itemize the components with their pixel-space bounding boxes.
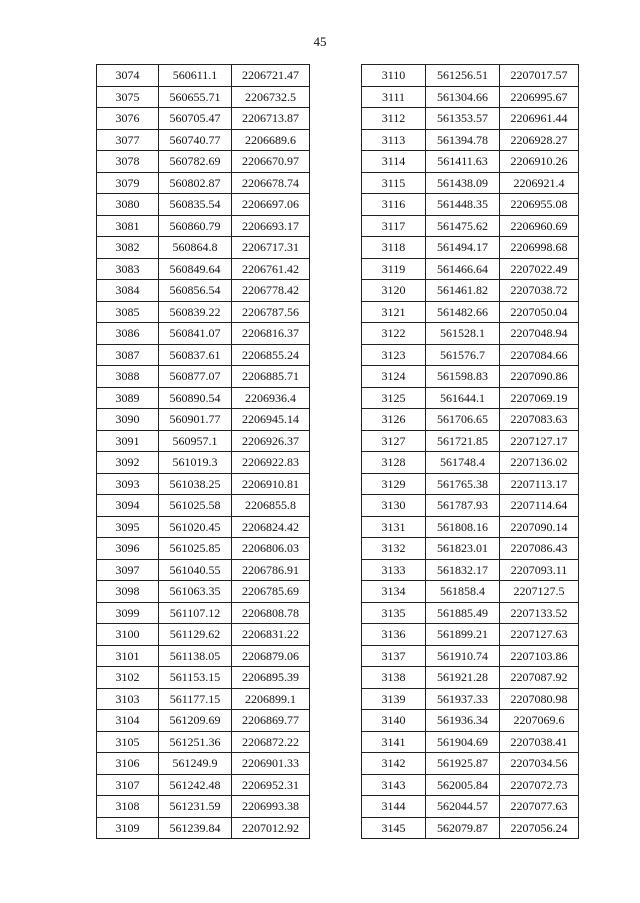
x-coordinate-cell: 561251.36: [159, 731, 232, 753]
point-number-cell: 3108: [97, 796, 159, 818]
point-number-cell: 3076: [97, 108, 159, 130]
table-row: [97, 387, 310, 409]
table-row: [97, 344, 310, 366]
table-row: [362, 473, 579, 495]
y-coordinate-cell: 2207090.14: [500, 516, 579, 538]
y-coordinate-cell: 2206998.68: [500, 237, 579, 259]
point-number-cell: 3091: [97, 430, 159, 452]
y-coordinate-cell: 2206778.42: [232, 280, 310, 302]
x-coordinate-cell: 560837.61: [159, 344, 232, 366]
point-number-cell: 3088: [97, 366, 159, 388]
x-coordinate-cell: 561494.17: [426, 237, 500, 259]
x-coordinate-cell: 561858.4: [426, 581, 500, 603]
y-coordinate-cell: 2206732.5: [232, 86, 310, 108]
x-coordinate-cell: 561239.84: [159, 817, 232, 839]
x-coordinate-cell: 560740.77: [159, 129, 232, 151]
y-coordinate-cell: 2207050.04: [500, 301, 579, 323]
y-coordinate-cell: 2207086.43: [500, 538, 579, 560]
coordinates-table-left: [96, 64, 310, 839]
table-row: [362, 452, 579, 474]
y-coordinate-cell: 2207017.57: [500, 65, 579, 87]
table-row: [97, 624, 310, 646]
table-row: [97, 602, 310, 624]
table-row: [362, 430, 579, 452]
x-coordinate-cell: 560611.1: [159, 65, 232, 87]
x-coordinate-cell: 561063.35: [159, 581, 232, 603]
point-number-cell: 3078: [97, 151, 159, 173]
point-number-cell: 3110: [362, 65, 426, 87]
table-row: [97, 151, 310, 173]
point-number-cell: 3102: [97, 667, 159, 689]
point-number-cell: 3097: [97, 559, 159, 581]
table-row: [97, 753, 310, 775]
table-row: [362, 237, 579, 259]
x-coordinate-cell: 561748.4: [426, 452, 500, 474]
point-number-cell: 3080: [97, 194, 159, 216]
x-coordinate-cell: 561107.12: [159, 602, 232, 624]
y-coordinate-cell: 2206816.37: [232, 323, 310, 345]
y-coordinate-cell: 2206993.38: [232, 796, 310, 818]
table-row: [362, 258, 579, 280]
y-coordinate-cell: 2206806.03: [232, 538, 310, 560]
point-number-cell: 3145: [362, 817, 426, 839]
point-number-cell: 3081: [97, 215, 159, 237]
point-number-cell: 3079: [97, 172, 159, 194]
point-number-cell: 3131: [362, 516, 426, 538]
y-coordinate-cell: 2206785.69: [232, 581, 310, 603]
y-coordinate-cell: 2207133.52: [500, 602, 579, 624]
point-number-cell: 3123: [362, 344, 426, 366]
point-number-cell: 3104: [97, 710, 159, 732]
table-row: [362, 366, 579, 388]
point-number-cell: 3113: [362, 129, 426, 151]
table-row: [97, 366, 310, 388]
table-row: [97, 237, 310, 259]
table-row: [362, 753, 579, 775]
y-coordinate-cell: 2206697.06: [232, 194, 310, 216]
point-number-cell: 3087: [97, 344, 159, 366]
y-coordinate-cell: 2207069.6: [500, 710, 579, 732]
point-number-cell: 3077: [97, 129, 159, 151]
table-row: [362, 387, 579, 409]
y-coordinate-cell: 2206879.06: [232, 645, 310, 667]
y-coordinate-cell: 2206869.77: [232, 710, 310, 732]
y-coordinate-cell: 2206678.74: [232, 172, 310, 194]
y-coordinate-cell: 2206910.81: [232, 473, 310, 495]
y-coordinate-cell: 2207022.49: [500, 258, 579, 280]
table-row: [97, 409, 310, 431]
y-coordinate-cell: 2206855.24: [232, 344, 310, 366]
x-coordinate-cell: 561019.3: [159, 452, 232, 474]
x-coordinate-cell: 561448.35: [426, 194, 500, 216]
point-number-cell: 3095: [97, 516, 159, 538]
y-coordinate-cell: 2206960.69: [500, 215, 579, 237]
point-number-cell: 3119: [362, 258, 426, 280]
x-coordinate-cell: 561808.16: [426, 516, 500, 538]
table-body: [362, 65, 579, 839]
x-coordinate-cell: 561353.57: [426, 108, 500, 130]
point-number-cell: 3082: [97, 237, 159, 259]
table-row: [97, 65, 310, 87]
y-coordinate-cell: 2206936.4: [232, 387, 310, 409]
table-row: [362, 602, 579, 624]
x-coordinate-cell: 561138.05: [159, 645, 232, 667]
table-row: [362, 731, 579, 753]
y-coordinate-cell: 2207048.94: [500, 323, 579, 345]
x-coordinate-cell: 561925.87: [426, 753, 500, 775]
table-row: [97, 559, 310, 581]
point-number-cell: 3138: [362, 667, 426, 689]
x-coordinate-cell: 561025.85: [159, 538, 232, 560]
y-coordinate-cell: 2206872.22: [232, 731, 310, 753]
y-coordinate-cell: 2206713.87: [232, 108, 310, 130]
table-row: [97, 731, 310, 753]
point-number-cell: 3112: [362, 108, 426, 130]
y-coordinate-cell: 2206689.6: [232, 129, 310, 151]
point-number-cell: 3094: [97, 495, 159, 517]
point-number-cell: 3129: [362, 473, 426, 495]
table-row: [362, 667, 579, 689]
point-number-cell: 3106: [97, 753, 159, 775]
x-coordinate-cell: 561937.33: [426, 688, 500, 710]
page-number: 45: [313, 34, 327, 49]
x-coordinate-cell: 560901.77: [159, 409, 232, 431]
table-row: [97, 495, 310, 517]
table-row: [362, 688, 579, 710]
table-row: [362, 215, 579, 237]
table-row: [362, 194, 579, 216]
x-coordinate-cell: 561823.01: [426, 538, 500, 560]
x-coordinate-cell: 561020.45: [159, 516, 232, 538]
y-coordinate-cell: 2206945.14: [232, 409, 310, 431]
point-number-cell: 3096: [97, 538, 159, 560]
y-coordinate-cell: 2206693.17: [232, 215, 310, 237]
x-coordinate-cell: 561256.51: [426, 65, 500, 87]
y-coordinate-cell: 2207103.86: [500, 645, 579, 667]
point-number-cell: 3127: [362, 430, 426, 452]
table-row: [97, 774, 310, 796]
point-number-cell: 3103: [97, 688, 159, 710]
point-number-cell: 3118: [362, 237, 426, 259]
x-coordinate-cell: 561765.38: [426, 473, 500, 495]
table-row: [97, 323, 310, 345]
point-number-cell: 3136: [362, 624, 426, 646]
point-number-cell: 3105: [97, 731, 159, 753]
point-number-cell: 3140: [362, 710, 426, 732]
y-coordinate-cell: 2206808.78: [232, 602, 310, 624]
x-coordinate-cell: 561576.7: [426, 344, 500, 366]
point-number-cell: 3141: [362, 731, 426, 753]
table-row: [362, 151, 579, 173]
x-coordinate-cell: 561721.85: [426, 430, 500, 452]
point-number-cell: 3083: [97, 258, 159, 280]
point-number-cell: 3085: [97, 301, 159, 323]
y-coordinate-cell: 2207127.17: [500, 430, 579, 452]
x-coordinate-cell: 560841.07: [159, 323, 232, 345]
y-coordinate-cell: 2207087.92: [500, 667, 579, 689]
y-coordinate-cell: 2207080.98: [500, 688, 579, 710]
y-coordinate-cell: 2206952.31: [232, 774, 310, 796]
x-coordinate-cell: 560782.69: [159, 151, 232, 173]
point-number-cell: 3135: [362, 602, 426, 624]
table-row: [97, 452, 310, 474]
table-row: [362, 495, 579, 517]
point-number-cell: 3090: [97, 409, 159, 431]
y-coordinate-cell: 2206670.97: [232, 151, 310, 173]
x-coordinate-cell: 561231.59: [159, 796, 232, 818]
x-coordinate-cell: 561706.65: [426, 409, 500, 431]
y-coordinate-cell: 2207072.73: [500, 774, 579, 796]
y-coordinate-cell: 2207038.41: [500, 731, 579, 753]
y-coordinate-cell: 2207056.24: [500, 817, 579, 839]
table-row: [97, 667, 310, 689]
point-number-cell: 3137: [362, 645, 426, 667]
x-coordinate-cell: 561466.64: [426, 258, 500, 280]
table-row: [97, 538, 310, 560]
table-row: [362, 538, 579, 560]
y-coordinate-cell: 2207069.19: [500, 387, 579, 409]
point-number-cell: 3098: [97, 581, 159, 603]
x-coordinate-cell: 561025.58: [159, 495, 232, 517]
table-row: [97, 108, 310, 130]
y-coordinate-cell: 2206786.91: [232, 559, 310, 581]
y-coordinate-cell: 2206955.08: [500, 194, 579, 216]
y-coordinate-cell: 2207012.92: [232, 817, 310, 839]
x-coordinate-cell: 561644.1: [426, 387, 500, 409]
x-coordinate-cell: 561394.78: [426, 129, 500, 151]
table-row: [97, 817, 310, 839]
y-coordinate-cell: 2207113.17: [500, 473, 579, 495]
table-row: [362, 559, 579, 581]
point-number-cell: 3139: [362, 688, 426, 710]
point-number-cell: 3084: [97, 280, 159, 302]
y-coordinate-cell: 2206926.37: [232, 430, 310, 452]
point-number-cell: 3092: [97, 452, 159, 474]
table-row: [362, 516, 579, 538]
y-coordinate-cell: 2207093.11: [500, 559, 579, 581]
point-number-cell: 3100: [97, 624, 159, 646]
table-row: [362, 409, 579, 431]
y-coordinate-cell: 2207038.72: [500, 280, 579, 302]
x-coordinate-cell: 560877.07: [159, 366, 232, 388]
point-number-cell: 3086: [97, 323, 159, 345]
table-row: [362, 796, 579, 818]
table-row: [362, 129, 579, 151]
point-number-cell: 3128: [362, 452, 426, 474]
y-coordinate-cell: 2206824.42: [232, 516, 310, 538]
point-number-cell: 3125: [362, 387, 426, 409]
table-row: [362, 108, 579, 130]
x-coordinate-cell: 560835.54: [159, 194, 232, 216]
x-coordinate-cell: 560856.54: [159, 280, 232, 302]
x-coordinate-cell: 561921.28: [426, 667, 500, 689]
y-coordinate-cell: 2207127.5: [500, 581, 579, 603]
x-coordinate-cell: 561904.69: [426, 731, 500, 753]
y-coordinate-cell: 2206921.4: [500, 172, 579, 194]
y-coordinate-cell: 2207136.02: [500, 452, 579, 474]
y-coordinate-cell: 2207127.63: [500, 624, 579, 646]
table-row: [97, 172, 310, 194]
y-coordinate-cell: 2206901.33: [232, 753, 310, 775]
y-coordinate-cell: 2206885.71: [232, 366, 310, 388]
x-coordinate-cell: 561936.34: [426, 710, 500, 732]
table-row: [362, 645, 579, 667]
point-number-cell: 3111: [362, 86, 426, 108]
table-row: [97, 516, 310, 538]
table-body: [97, 65, 310, 839]
x-coordinate-cell: 560655.71: [159, 86, 232, 108]
table-row: [362, 817, 579, 839]
table-row: [97, 710, 310, 732]
point-number-cell: 3120: [362, 280, 426, 302]
y-coordinate-cell: 2207083.63: [500, 409, 579, 431]
x-coordinate-cell: 562044.57: [426, 796, 500, 818]
y-coordinate-cell: 2206899.1: [232, 688, 310, 710]
table-row: [362, 710, 579, 732]
point-number-cell: 3133: [362, 559, 426, 581]
x-coordinate-cell: 561598.83: [426, 366, 500, 388]
x-coordinate-cell: 560860.79: [159, 215, 232, 237]
table-row: [97, 129, 310, 151]
table-row: [97, 258, 310, 280]
x-coordinate-cell: 561249.9: [159, 753, 232, 775]
x-coordinate-cell: 561899.21: [426, 624, 500, 646]
point-number-cell: 3089: [97, 387, 159, 409]
point-number-cell: 3121: [362, 301, 426, 323]
y-coordinate-cell: 2207114.64: [500, 495, 579, 517]
point-number-cell: 3126: [362, 409, 426, 431]
y-coordinate-cell: 2206787.56: [232, 301, 310, 323]
table-row: [97, 430, 310, 452]
table-row: [97, 645, 310, 667]
point-number-cell: 3107: [97, 774, 159, 796]
y-coordinate-cell: 2207077.63: [500, 796, 579, 818]
x-coordinate-cell: 561242.48: [159, 774, 232, 796]
point-number-cell: 3124: [362, 366, 426, 388]
point-number-cell: 3116: [362, 194, 426, 216]
x-coordinate-cell: 561209.69: [159, 710, 232, 732]
x-coordinate-cell: 561787.93: [426, 495, 500, 517]
point-number-cell: 3117: [362, 215, 426, 237]
x-coordinate-cell: 562079.87: [426, 817, 500, 839]
table-row: [362, 344, 579, 366]
point-number-cell: 3074: [97, 65, 159, 87]
x-coordinate-cell: 561411.63: [426, 151, 500, 173]
y-coordinate-cell: 2206761.42: [232, 258, 310, 280]
y-coordinate-cell: 2206910.26: [500, 151, 579, 173]
table-row: [362, 323, 579, 345]
y-coordinate-cell: 2206928.27: [500, 129, 579, 151]
table-row: [362, 86, 579, 108]
point-number-cell: 3134: [362, 581, 426, 603]
x-coordinate-cell: 562005.84: [426, 774, 500, 796]
x-coordinate-cell: 561461.82: [426, 280, 500, 302]
y-coordinate-cell: 2207090.86: [500, 366, 579, 388]
table-row: [97, 796, 310, 818]
table-row: [362, 172, 579, 194]
point-number-cell: 3130: [362, 495, 426, 517]
x-coordinate-cell: 560802.87: [159, 172, 232, 194]
point-number-cell: 3144: [362, 796, 426, 818]
table-row: [362, 280, 579, 302]
x-coordinate-cell: 560705.47: [159, 108, 232, 130]
x-coordinate-cell: 561040.55: [159, 559, 232, 581]
table-row: [362, 624, 579, 646]
y-coordinate-cell: 2206895.39: [232, 667, 310, 689]
table-row: [97, 301, 310, 323]
point-number-cell: 3075: [97, 86, 159, 108]
x-coordinate-cell: 561832.17: [426, 559, 500, 581]
table-row: [97, 581, 310, 603]
x-coordinate-cell: 561528.1: [426, 323, 500, 345]
point-number-cell: 3109: [97, 817, 159, 839]
point-number-cell: 3101: [97, 645, 159, 667]
x-coordinate-cell: 561129.62: [159, 624, 232, 646]
y-coordinate-cell: 2207034.56: [500, 753, 579, 775]
x-coordinate-cell: 561885.49: [426, 602, 500, 624]
y-coordinate-cell: 2207084.66: [500, 344, 579, 366]
table-row: [362, 581, 579, 603]
y-coordinate-cell: 2206961.44: [500, 108, 579, 130]
x-coordinate-cell: 560839.22: [159, 301, 232, 323]
y-coordinate-cell: 2206717.31: [232, 237, 310, 259]
point-number-cell: 3142: [362, 753, 426, 775]
point-number-cell: 3099: [97, 602, 159, 624]
x-coordinate-cell: 561438.09: [426, 172, 500, 194]
table-row: [362, 301, 579, 323]
table-row: [97, 215, 310, 237]
y-coordinate-cell: 2206721.47: [232, 65, 310, 87]
table-row: [362, 774, 579, 796]
coordinates-table-right: [361, 64, 579, 839]
y-coordinate-cell: 2206922.83: [232, 452, 310, 474]
point-number-cell: 3093: [97, 473, 159, 495]
table-row: [97, 280, 310, 302]
table-row: [97, 473, 310, 495]
x-coordinate-cell: 561177.15: [159, 688, 232, 710]
x-coordinate-cell: 561475.62: [426, 215, 500, 237]
x-coordinate-cell: 560957.1: [159, 430, 232, 452]
table-row: [97, 86, 310, 108]
y-coordinate-cell: 2206855.8: [232, 495, 310, 517]
table-row: [97, 688, 310, 710]
x-coordinate-cell: 561038.25: [159, 473, 232, 495]
x-coordinate-cell: 561153.15: [159, 667, 232, 689]
x-coordinate-cell: 561482.66: [426, 301, 500, 323]
point-number-cell: 3132: [362, 538, 426, 560]
y-coordinate-cell: 2206831.22: [232, 624, 310, 646]
x-coordinate-cell: 561304.66: [426, 86, 500, 108]
point-number-cell: 3122: [362, 323, 426, 345]
x-coordinate-cell: 560849.64: [159, 258, 232, 280]
point-number-cell: 3143: [362, 774, 426, 796]
point-number-cell: 3115: [362, 172, 426, 194]
y-coordinate-cell: 2206995.67: [500, 86, 579, 108]
table-row: [362, 65, 579, 87]
x-coordinate-cell: 560864.8: [159, 237, 232, 259]
point-number-cell: 3114: [362, 151, 426, 173]
table-row: [97, 194, 310, 216]
x-coordinate-cell: 560890.54: [159, 387, 232, 409]
x-coordinate-cell: 561910.74: [426, 645, 500, 667]
